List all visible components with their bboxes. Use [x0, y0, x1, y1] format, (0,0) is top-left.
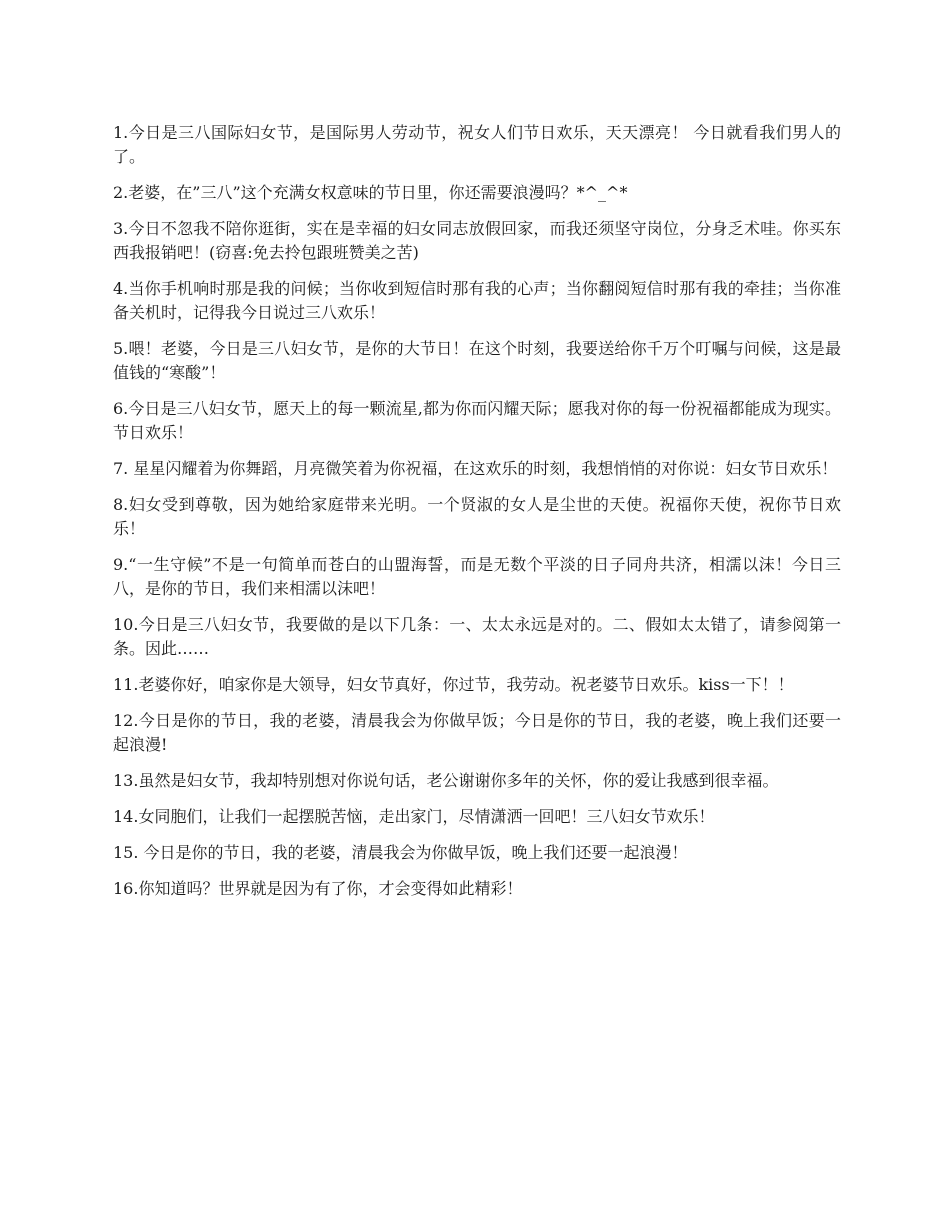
paragraph-10: 10.今日是三八妇女节，我要做的是以下几条：一、太太永远是对的。二、假如太太错了，请参阅第一条。因此……: [113, 615, 841, 658]
paragraph-4: 4.当你手机响时那是我的问候；当你收到短信时那有我的心声；当你翻阅短信时那有我的牵挂；当你准备关机时，记得我今日说过三八欢乐！: [113, 279, 841, 322]
paragraph-8: 8.妇女受到尊敬，因为她给家庭带来光明。一个贤淑的女人是尘世的天使。祝福你天使，祝你节日欢乐！: [113, 495, 841, 538]
paragraph-1: 1.今日是三八国际妇女节，是国际男人劳动节，祝女人们节日欢乐，天天漂亮！ 今日就看我们男人的了。: [113, 123, 841, 166]
paragraph-16: 16.你知道吗？世界就是因为有了你，才会变得如此精彩！: [113, 879, 523, 898]
paragraph-11: 11.老婆你好，咱家你是大领导，妇女节真好，你过节，我劳动。祝老婆节日欢乐。kiss一下！！: [113, 675, 794, 694]
paragraph-2: 2.老婆，在”三八”这个充满女权意味的节日里，你还需要浪漫吗？*^_^*: [113, 183, 628, 202]
paragraph-15: 15. 今日是你的节日，我的老婆，清晨我会为你做早饭，晚上我们还要一起浪漫！: [113, 843, 688, 862]
paragraph-12: 12.今日是你的节日，我的老婆，清晨我会为你做早饭；今日是你的节日，我的老婆，晚上我们还要一起浪漫!: [113, 711, 841, 754]
paragraph-9: 9.“一生守候”不是一句简单而苍白的山盟海誓，而是无数个平淡的日子同舟共济，相濡以沫！今日三八，是你的节日，我们来相濡以沫吧！: [113, 555, 841, 598]
document-body: [113, 121, 841, 913]
paragraph-13: 13.虽然是妇女节，我却特别想对你说句话，老公谢谢你多年的关怀，你的爱让我感到很幸福。: [113, 771, 779, 790]
paragraph-14: 14.女同胞们，让我们一起摆脱苦恼，走出家门，尽情潇洒一回吧！三八妇女节欢乐！: [113, 807, 715, 826]
paragraph-6: 6.今日是三八妇女节，愿天上的每一颗流星,都为你而闪耀天际；愿我对你的每一份祝福都能成为现实。节日欢乐！: [113, 399, 841, 442]
paragraph-7: 7. 星星闪耀着为你舞蹈，月亮微笑着为你祝福，在这欢乐的时刻，我想悄悄的对你说：妇女节日欢乐！: [113, 459, 838, 478]
paragraph-3: 3.今日不忽我不陪你逛街，实在是幸福的妇女同志放假回家，而我还须坚守岗位，分身乏术哇。你买东西我报销吧！(窃喜:免去拎包跟班赞美之苦): [113, 219, 841, 262]
paragraph-5: 5.喂！老婆，今日是三八妇女节，是你的大节日！在这个时刻，我要送给你千万个叮嘱与问候，这是最值钱的“寒酸”！: [113, 339, 841, 382]
